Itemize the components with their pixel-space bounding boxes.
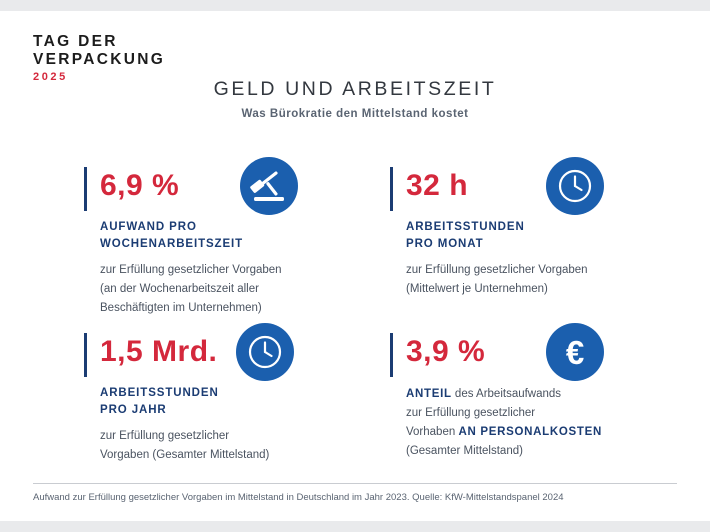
- stat-value: 1,5 Mrd.: [100, 335, 218, 368]
- stat-card-arbeitsstunden-pro-jahr: [84, 327, 384, 465]
- stat-value: 3,9 %: [406, 335, 486, 368]
- stat-figure-row: [390, 161, 690, 219]
- stat-desc-line-3: [406, 423, 674, 442]
- logo-year: 2025: [33, 71, 68, 83]
- stat-card-anteil-personalkosten: [390, 327, 690, 461]
- stat-text-block: [406, 219, 674, 299]
- stat-desc-line-2: Vorgaben (Gesamter Mittelstand): [100, 449, 270, 461]
- stat-text-block: [100, 385, 368, 465]
- spacer: [406, 253, 674, 261]
- stat-label-line-1: AUFWAND PRO: [100, 221, 197, 233]
- stat-emphasis-personalkosten: AN PERSONALKOSTEN: [458, 426, 602, 438]
- spacer: [100, 253, 368, 261]
- clock-icon: [236, 323, 294, 381]
- logo-line-2: VERPACKUNG: [33, 51, 166, 68]
- accent-bar: [84, 333, 87, 377]
- stat-desc-rest: des Arbeitsaufwands: [451, 388, 562, 400]
- stat-label-line-2: PRO JAHR: [100, 404, 167, 416]
- stat-desc-line-2: (Mittelwert je Unternehmen): [406, 283, 548, 295]
- gavel-icon: [240, 157, 298, 215]
- stat-card-arbeitsstunden-pro-monat: [390, 161, 690, 299]
- stat-desc-vorhaben: Vorhaben: [406, 426, 459, 438]
- stat-label-line-2: PRO MONAT: [406, 238, 484, 250]
- euro-icon: [546, 323, 604, 381]
- accent-bar: [390, 167, 393, 211]
- logo-line-1: TAG DER: [33, 33, 118, 50]
- spacer: [100, 419, 368, 427]
- stat-card-aufwand-pro-wochenarbeitszeit: [84, 161, 384, 318]
- stat-desc-line-2: (an der Wochenarbeitszeit aller: [100, 283, 259, 295]
- page-subtitle: Was Bürokratie den Mittelstand kostet: [241, 108, 469, 120]
- page-title: GELD UND ARBEITSZEIT: [213, 78, 497, 100]
- stat-desc-line-4: (Gesamter Mittelstand): [406, 445, 523, 457]
- stat-figure-row: [84, 327, 384, 385]
- stat-desc-line-1: zur Erfüllung gesetzlicher: [100, 430, 230, 442]
- stat-emphasis-anteil: ANTEIL: [406, 388, 452, 400]
- infographic-page: [0, 11, 710, 521]
- stat-label-line-2: WOCHENARBEITSZEIT: [100, 238, 244, 250]
- accent-bar: [390, 333, 393, 377]
- clock-icon: [546, 157, 604, 215]
- stat-figure-row: [390, 327, 690, 385]
- stat-text-block: [100, 219, 368, 318]
- stat-desc-line-1: [406, 385, 674, 404]
- stat-desc-line-1: zur Erfüllung gesetzlicher Vorgaben: [406, 264, 588, 276]
- accent-bar: [84, 167, 87, 211]
- stat-text-block: [406, 385, 674, 461]
- stat-value: 6,9 %: [100, 169, 180, 202]
- svg-text:€: €: [565, 334, 585, 371]
- stat-figure-row: [84, 161, 384, 219]
- footer-note: Aufwand zur Erfüllung gesetzlicher Vorgaben im Mittelstand in Deutschland im Jahr 2023. Quelle: KfW-Mittelstandspanel 2024: [33, 492, 564, 503]
- stat-value: 32 h: [406, 169, 469, 202]
- footer-divider: [33, 483, 677, 484]
- stat-desc-line-1: zur Erfüllung gesetzlicher Vorgaben: [100, 264, 282, 276]
- stat-label-line-1: ARBEITSSTUNDEN: [406, 221, 525, 233]
- stat-desc-line-3: Beschäftigten im Unternehmen): [100, 302, 262, 314]
- stat-label-line-1: ARBEITSSTUNDEN: [100, 387, 219, 399]
- stat-desc-line-2: zur Erfüllung gesetzlicher: [406, 407, 536, 419]
